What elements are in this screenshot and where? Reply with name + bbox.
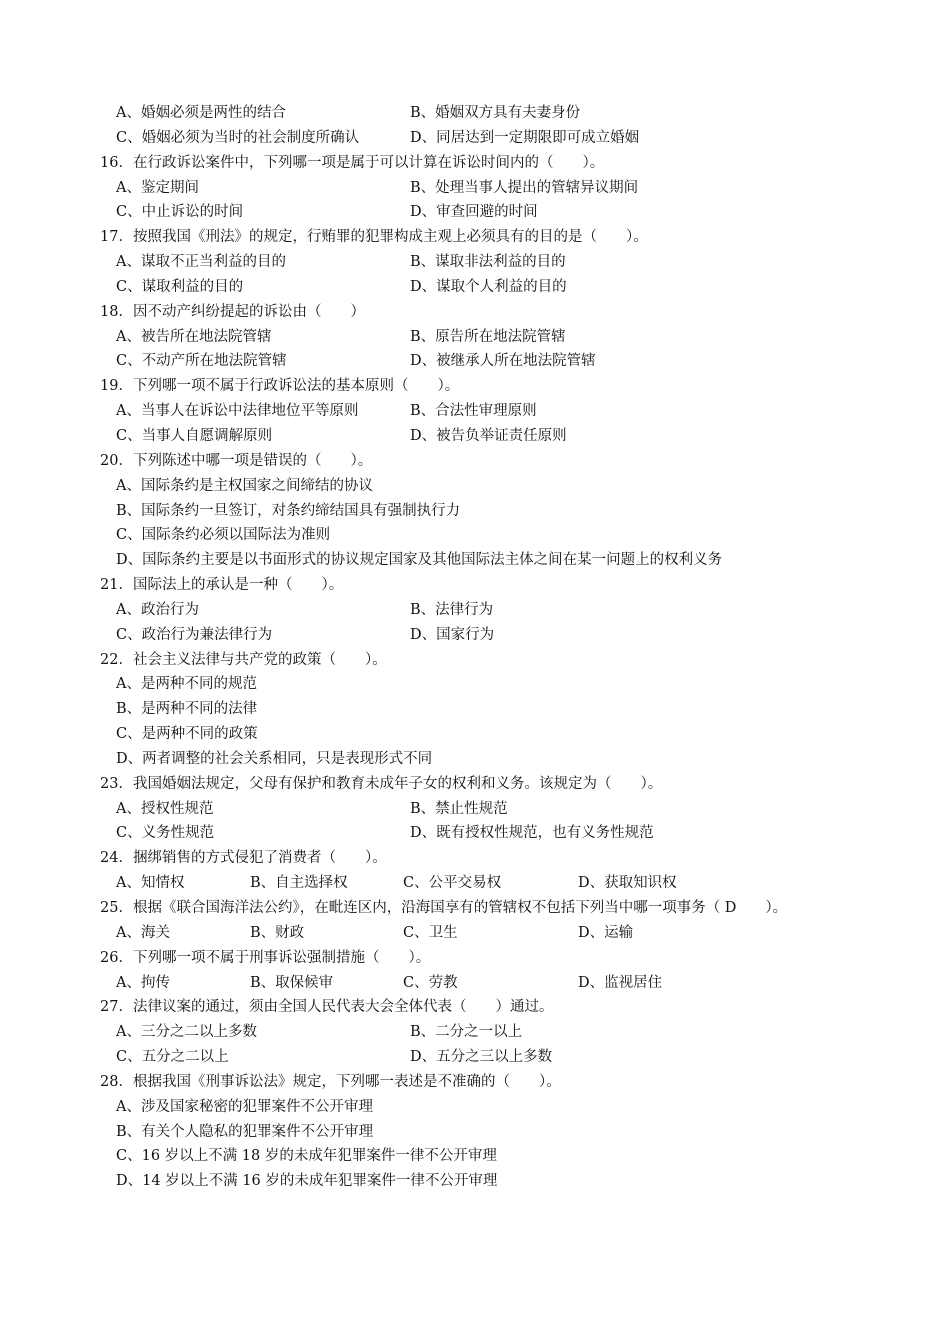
option-item: D、运输 <box>578 924 634 941</box>
question-stem: 26．下列哪一项不属于刑事诉讼强制措施（ ）。 <box>100 949 431 966</box>
question-stem: 16．在行政诉讼案件中，下列哪一项是属于可以计算在诉讼时间内的（ ）。 <box>100 154 605 171</box>
option-item: C、谋取利益的目的 <box>116 278 244 295</box>
option-row <box>0 325 950 350</box>
option-item: A、海关 <box>116 924 170 941</box>
option-item: A、被告所在地法院管辖 <box>116 328 272 345</box>
option-item: C、卫生 <box>403 924 458 941</box>
option-item: D、五分之三以上多数 <box>410 1049 553 1066</box>
option-item: D、审查回避的时间 <box>410 204 538 221</box>
option-line: A、是两种不同的规范 <box>116 676 257 693</box>
option-row <box>0 275 950 300</box>
option-line: D、14 岁以上不满 16 岁的未成年犯罪案件一律不公开审理 <box>116 1173 498 1190</box>
question-stem: 28．根据我国《刑事诉讼法》规定，下列哪一表述是不准确的（ ）。 <box>100 1073 561 1090</box>
option-item: C、五分之二以上 <box>116 1049 229 1066</box>
option-item: B、财政 <box>250 924 305 941</box>
option-item: B、二分之一以上 <box>410 1024 523 1041</box>
option-item: A、授权性规范 <box>116 800 214 817</box>
option-item: A、鉴定期间 <box>116 179 199 196</box>
question-stem: 20．下列陈述中哪一项是错误的（ ）。 <box>100 452 373 469</box>
option-line: B、是两种不同的法律 <box>116 701 258 718</box>
option-item: B、谋取非法利益的目的 <box>410 254 566 271</box>
option-row <box>0 424 950 449</box>
option-item: B、法律行为 <box>410 601 494 618</box>
question-stem: 27．法律议案的通过，须由全国人民代表大会全体代表（ ）通过。 <box>100 999 554 1016</box>
option-item: A、三分之二以上多数 <box>116 1024 257 1041</box>
option-item: C、公平交易权 <box>403 875 502 892</box>
option-item: B、取保候审 <box>250 974 334 991</box>
option-item: A、当事人在诉讼中法律地位平等原则 <box>116 403 359 420</box>
option-line: C、是两种不同的政策 <box>116 726 258 743</box>
question-stem: 23．我国婚姻法规定，父母有保护和教育未成年子女的权利和义务。该规定为（ ）。 <box>100 775 663 792</box>
question-stem: 22．社会主义法律与共产党的政策（ ）。 <box>100 651 387 668</box>
option-item: D、谋取个人利益的目的 <box>410 278 567 295</box>
option-row <box>0 101 950 126</box>
option-item: D、既有授权性规范，也有义务性规范 <box>410 825 654 842</box>
option-item: C、不动产所在地法院管辖 <box>116 353 287 370</box>
option-item: C、当事人自愿调解原则 <box>116 427 273 444</box>
question-stem: 25．根据《联合国海洋法公约》，在毗连区内，沿海国享有的管辖权不包括下列当中哪一项事务（ D ）。 <box>100 900 788 916</box>
option-item: B、禁止性规范 <box>410 800 508 817</box>
option-item: B、自主选择权 <box>250 875 348 892</box>
question-stem: 17．按照我国《刑法》的规定，行贿罪的犯罪构成主观上必须具有的目的是（ ）。 <box>100 229 648 246</box>
option-row <box>0 971 950 996</box>
option-line: C、国际条约必须以国际法为准则 <box>116 527 331 544</box>
option-item: D、同居达到一定期限即可成立婚姻 <box>410 129 640 146</box>
option-item: A、政治行为 <box>116 601 199 618</box>
option-item: C、婚姻必须为当时的社会制度所确认 <box>116 129 360 146</box>
option-item: D、被继承人所在地法院管辖 <box>410 353 596 370</box>
option-line: D、国际条约主要是以书面形式的协议规定国家及其他国际法主体之间在某一问题上的权利义务 <box>116 552 723 569</box>
option-row <box>0 349 950 374</box>
option-line: B、有关个人隐私的犯罪案件不公开审理 <box>116 1123 374 1140</box>
exam-page <box>0 101 950 1194</box>
option-item: A、婚姻必须是两性的结合 <box>116 105 286 121</box>
option-item: C、政治行为兼法律行为 <box>116 626 273 643</box>
option-row <box>0 1020 950 1045</box>
option-item: C、劳教 <box>403 974 458 991</box>
option-item: B、原告所在地法院管辖 <box>410 328 566 345</box>
option-item: A、知情权 <box>116 875 185 892</box>
option-row <box>0 598 950 623</box>
option-row <box>0 921 950 946</box>
option-item: D、监视居住 <box>578 974 663 991</box>
option-line: C、16 岁以上不满 18 岁的未成年犯罪案件一律不公开审理 <box>116 1148 497 1165</box>
question-stem: 19．下列哪一项不属于行政诉讼法的基本原则（ ）。 <box>100 378 460 395</box>
option-item: A、谋取不正当利益的目的 <box>116 254 286 271</box>
option-row <box>0 797 950 822</box>
option-line: A、涉及国家秘密的犯罪案件不公开审理 <box>116 1098 373 1115</box>
option-row <box>0 176 950 201</box>
option-row <box>0 1045 950 1070</box>
option-item: C、义务性规范 <box>116 825 215 842</box>
option-row <box>0 871 950 896</box>
question-stem: 18．因不动产纠纷提起的诉讼由（ ） <box>100 303 365 320</box>
option-item: C、中止诉讼的时间 <box>116 204 244 221</box>
option-item: A、拘传 <box>116 974 170 991</box>
option-row <box>0 200 950 225</box>
option-item: D、获取知识权 <box>578 875 677 892</box>
option-line: D、两者调整的社会关系相同，只是表现形式不同 <box>116 750 433 767</box>
question-stem: 24．捆绑销售的方式侵犯了消费者（ ）。 <box>100 850 387 867</box>
option-row <box>0 250 950 275</box>
option-item: B、合法性审理原则 <box>410 403 537 420</box>
option-line: B、国际条约一旦签订，对条约缔结国具有强制执行力 <box>116 502 461 519</box>
option-row <box>0 399 950 424</box>
option-item: D、国家行为 <box>410 626 495 643</box>
option-item: D、被告负举证责任原则 <box>410 427 567 444</box>
option-row <box>0 126 950 151</box>
option-row <box>0 623 950 648</box>
question-stem: 21．国际法上的承认是一种（ ）。 <box>100 577 344 594</box>
option-item: B、处理当事人提出的管辖异议期间 <box>410 179 639 196</box>
option-line: A、国际条约是主权国家之间缔结的协议 <box>116 477 373 494</box>
option-row <box>0 821 950 846</box>
option-item: B、婚姻双方具有夫妻身份 <box>410 105 581 121</box>
